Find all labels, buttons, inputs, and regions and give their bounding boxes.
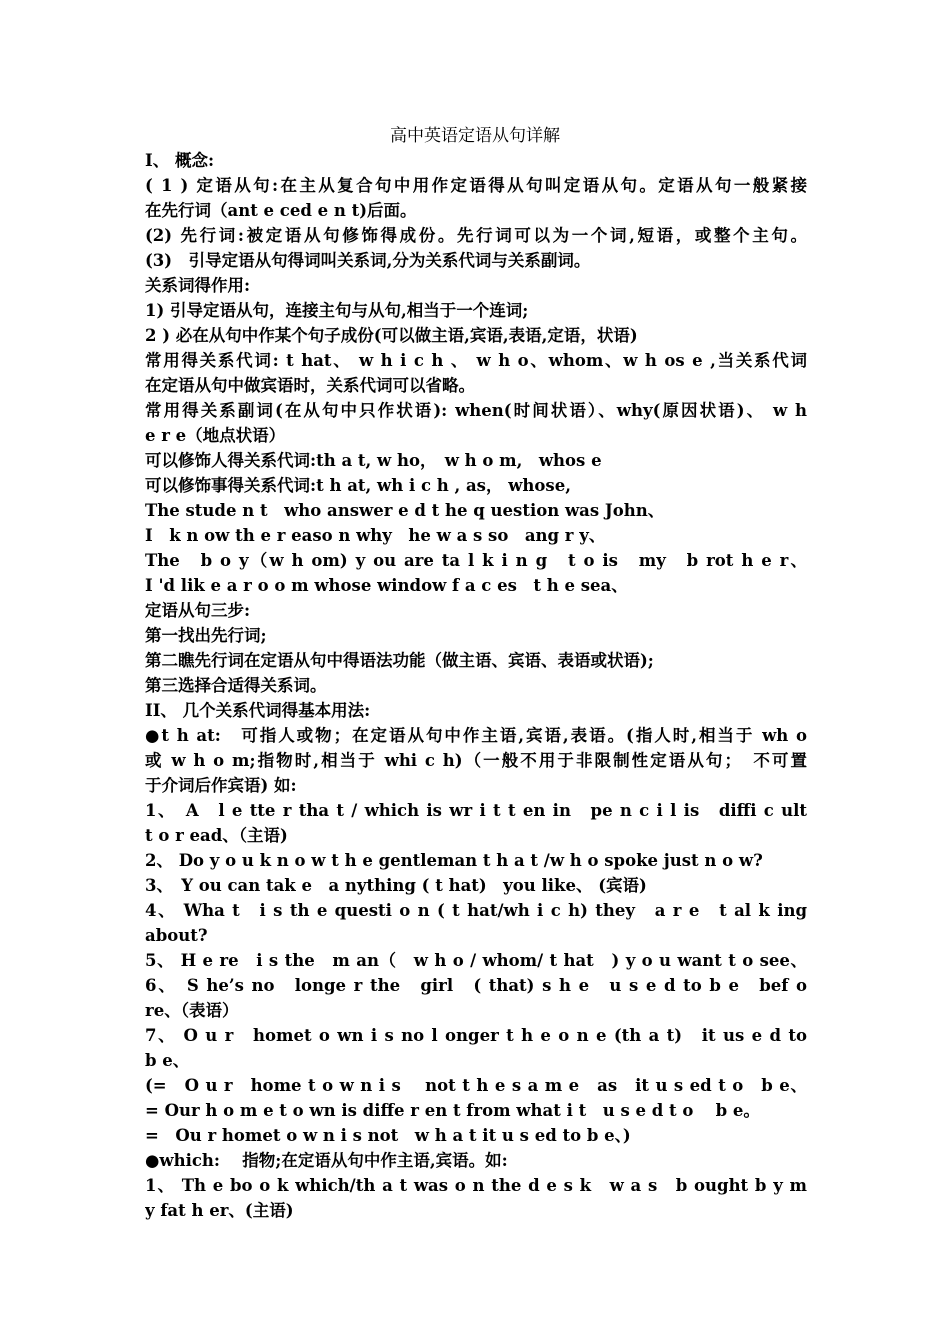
text-line: ( 1 ) 定语从句:在主从复合句中用作定语得从句叫定语从句。定语从句一般紧接: [145, 176, 807, 195]
text-line: b e、: [145, 1051, 190, 1070]
text-line: The stude n t who answer e d t he q uestion was John、: [145, 501, 665, 520]
text-line: 或 w h o m;指物时,相当于 whi c h)（一般不用于非限制性定语从句； 不可置: [145, 751, 807, 770]
text-line: about?: [145, 926, 208, 945]
text-line: I、 概念:: [145, 151, 215, 170]
text-line: = Ou r homet o w n i s not w h a t it u s ed to b e、): [145, 1126, 631, 1145]
text-line: 常用得关系副词(在从句中只作状语): when(时间状语）、why(原因状语)、 w h: [145, 401, 807, 420]
text-line: e r e（地点状语）: [145, 426, 286, 445]
text-line: I k n ow th e r easo n why he w a s so ang r y、: [145, 526, 606, 545]
text-line: 第一找出先行词;: [145, 626, 267, 645]
document-body: [145, 148, 807, 1223]
text-line: 4、 Wha t i s th e questi o n ( t hat/wh i c h) they a r e t al k ing: [145, 901, 807, 920]
document-title: 高中英语定语从句详解: [390, 126, 560, 146]
text-line: y fat h er、(主语): [145, 1201, 294, 1220]
text-line: 可以修饰人得关系代词:th a t, w ho， w h o m, whos e: [145, 451, 602, 470]
text-line: 定语从句三步:: [145, 601, 251, 620]
text-line: 关系词得作用:: [145, 276, 251, 295]
text-line: 5、 H e re i s the m an（ w h o / whom/ t hat ) y o u want t o see、: [145, 951, 807, 970]
text-line: (2) 先行词:被定语从句修饰得成份。先行词可以为一个词,短语，或整个主句。: [145, 226, 807, 245]
text-line: 第三选择合适得关系词。: [145, 676, 327, 695]
text-line: ●t h at: 可指人或物；在定语从句中作主语,宾语,表语。(指人时,相当于 wh o: [145, 726, 807, 745]
text-line: 6、 S he’s no longe r the girl ( that) s h e u s e d to b e bef o: [145, 976, 807, 995]
text-line: 可以修饰事得关系代词:t h at, wh i c h , as， whose,: [145, 476, 571, 495]
text-line: 3、 Y ou can tak e a nything ( t hat) you like、 (宾语): [145, 876, 647, 895]
text-line: 常用得关系代词: t hat、 w h i c h 、 w h o、whom、w h os e ,当关系代词: [145, 351, 807, 370]
text-line: 在先行词（ant e ced e n t)后面。: [145, 201, 417, 220]
text-line: t o r ead、（主语): [145, 826, 288, 845]
text-line: 1、 Th e bo o k which/th a t was o n the d e s k w a s b ought b y m: [145, 1176, 807, 1195]
text-line: 第二瞧先行词在定语从句中得语法功能（做主语、宾语、表语或状语);: [145, 651, 654, 670]
text-line: ●which: 指物;在定语从句中作主语,宾语。如:: [145, 1151, 508, 1170]
text-line: (= O u r home t o w n i s not t h e s a m e as it u s ed t o b e、: [145, 1076, 807, 1095]
text-line: 7、 O u r homet o wn i s no l onger t h e o n e (th a t) it us e d to: [145, 1026, 807, 1045]
text-line: 2 ) 必在从句中作某个句子成份(可以做主语,宾语,表语,定语，状语): [145, 326, 638, 345]
text-line: 于介词后作宾语) 如:: [145, 776, 297, 795]
text-line: = Our h o m e t o wn is diffe r en t from what i t u s e d t o b e。: [145, 1101, 760, 1120]
text-line: re、（表语）: [145, 1001, 239, 1020]
text-line: 1、 A l e tte r tha t / which is wr i t t en in pe n c i l is diffi c ult: [145, 801, 807, 820]
text-line: The b o y（w h om) y ou are ta l k i n g t o is my b rot h e r、: [145, 551, 807, 570]
text-line: 在定语从句中做宾语时，关系代词可以省略。: [145, 376, 475, 395]
text-line: 2、 Do y o u k n o w t h e gentleman t h a t /w h o spoke just n o w?: [145, 851, 763, 870]
text-line: I 'd lik e a r o o m whose window f a c es t h e sea、: [145, 576, 628, 595]
text-line: (3) 引导定语从句得词叫关系词,分为关系代词与关系副词。: [145, 251, 591, 270]
text-line: II、 几个关系代词得基本用法:: [145, 701, 371, 720]
text-line: 1) 引导定语从句，连接主句与从句,相当于一个连词;: [145, 301, 529, 320]
